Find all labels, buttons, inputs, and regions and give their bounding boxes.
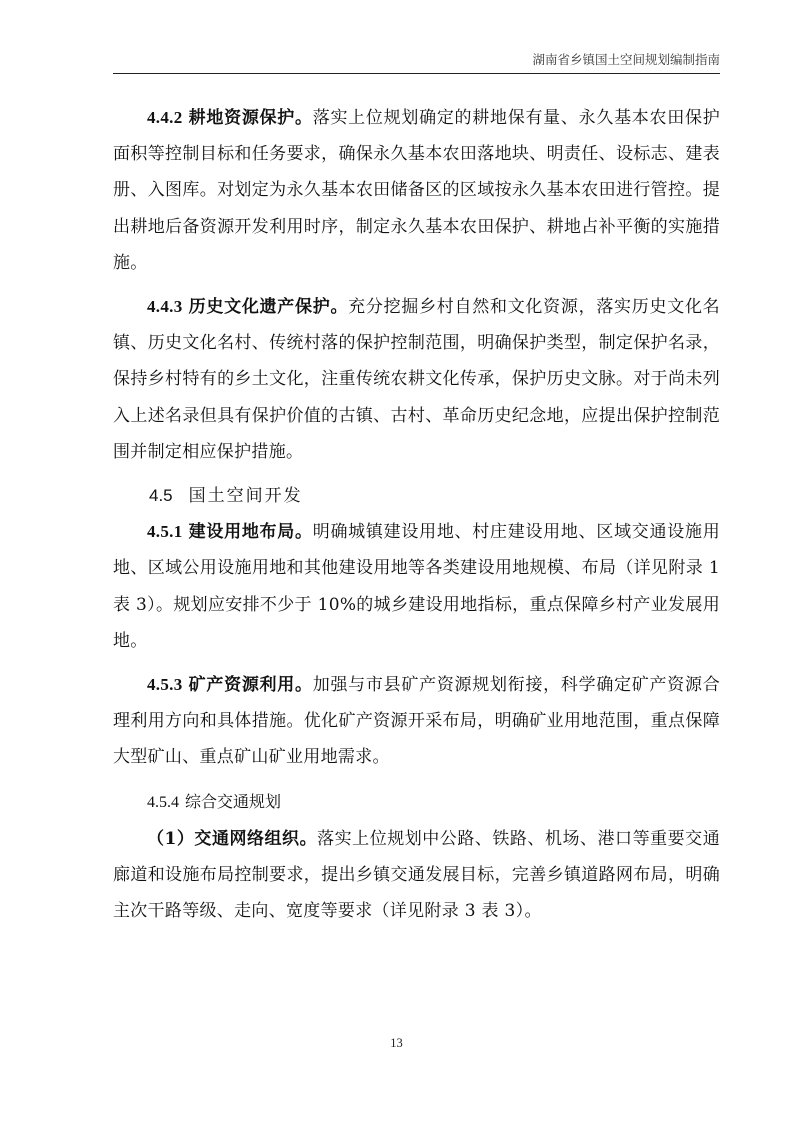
heading-title: 综合交通规划 — [185, 791, 282, 811]
heading-4-5 — [113, 478, 720, 514]
heading-number: 4.5.4 — [147, 793, 179, 811]
section-4-5-1 — [113, 514, 720, 659]
document-body — [113, 100, 720, 929]
item-number: （1） — [147, 828, 195, 849]
section-4-5-3 — [113, 667, 720, 776]
heading-4-5-4 — [113, 784, 720, 821]
section-number: 4.5.3 — [147, 675, 183, 695]
item-body: 落实上位规划中公路、铁路、机场、港口等重要交通廊道和设施布局控制要求，提出乡镇交通发展目标，完善乡镇道路网布局，明确主次干路等级、走向、宽度等要求（详见附录 3 表 3）。 — [113, 828, 720, 922]
running-header: 湖南省乡镇国土空间规划编制指南 — [532, 52, 720, 67]
section-title: 耕地资源保护。 — [188, 108, 313, 128]
section-number: 4.5.1 — [147, 522, 183, 542]
section-title: 矿产资源利用。 — [188, 675, 313, 696]
section-body: 落实上位规划确定的耕地保有量、永久基本农田保护面积等控制目标和任务要求，确保永久基本农田落地块、明责任、设标志、建表册、入图库。对划定为永久基本农田储备区的区域按永久基本农田进行管控。提出耕地后备资源开发利用时序，制定永久基本农田保护、耕地占补平衡的实施措施。 — [113, 108, 720, 273]
section-body: 加强与市县矿产资源规划衔接，科学确定矿产资源合理利用方向和具体措施。优化矿产资源开采布局，明确矿业用地范围，重点保障大型矿山、重点矿山矿业用地需求。 — [113, 675, 720, 768]
item-title: 交通网络组织。 — [194, 828, 318, 849]
section-title: 建设用地布局。 — [188, 522, 313, 543]
section-body: 充分挖掘乡村自然和文化资源，落实历史文化名镇、历史文化名村、传统村落的保护控制范围，明确保护类型，制定保护名录，保持乡村特有的乡土文化，注重传统农耕文化传承，保护历史文脉。对于尚未列入上述名录但具有保护价值的古镇、古村、革命历史纪念地，应提出保护控制范围并制定相应保护措施。 — [113, 297, 720, 462]
page-number: 13 — [390, 1036, 403, 1050]
section-4-4-3 — [113, 289, 720, 470]
section-title: 历史文化遗产保护。 — [188, 297, 349, 318]
section-number: 4.4.3 — [147, 297, 183, 317]
section-body: 明确城镇建设用地、村庄建设用地、区域交通设施用地、区域公用设施用地和其他建设用地等各类建设用地规模、布局（详见附录 1 表 3）。规划应安排不少于 10%的城乡建设用地指标，重点保障乡村产业发展用地。 — [113, 522, 720, 651]
item-1 — [113, 821, 720, 930]
section-number: 4.4.2 — [147, 108, 183, 127]
heading-title: 国土空间开发 — [188, 486, 303, 507]
header-rule — [113, 73, 720, 74]
heading-number: 4.5 — [149, 486, 173, 506]
section-4-4-2 — [113, 100, 720, 281]
